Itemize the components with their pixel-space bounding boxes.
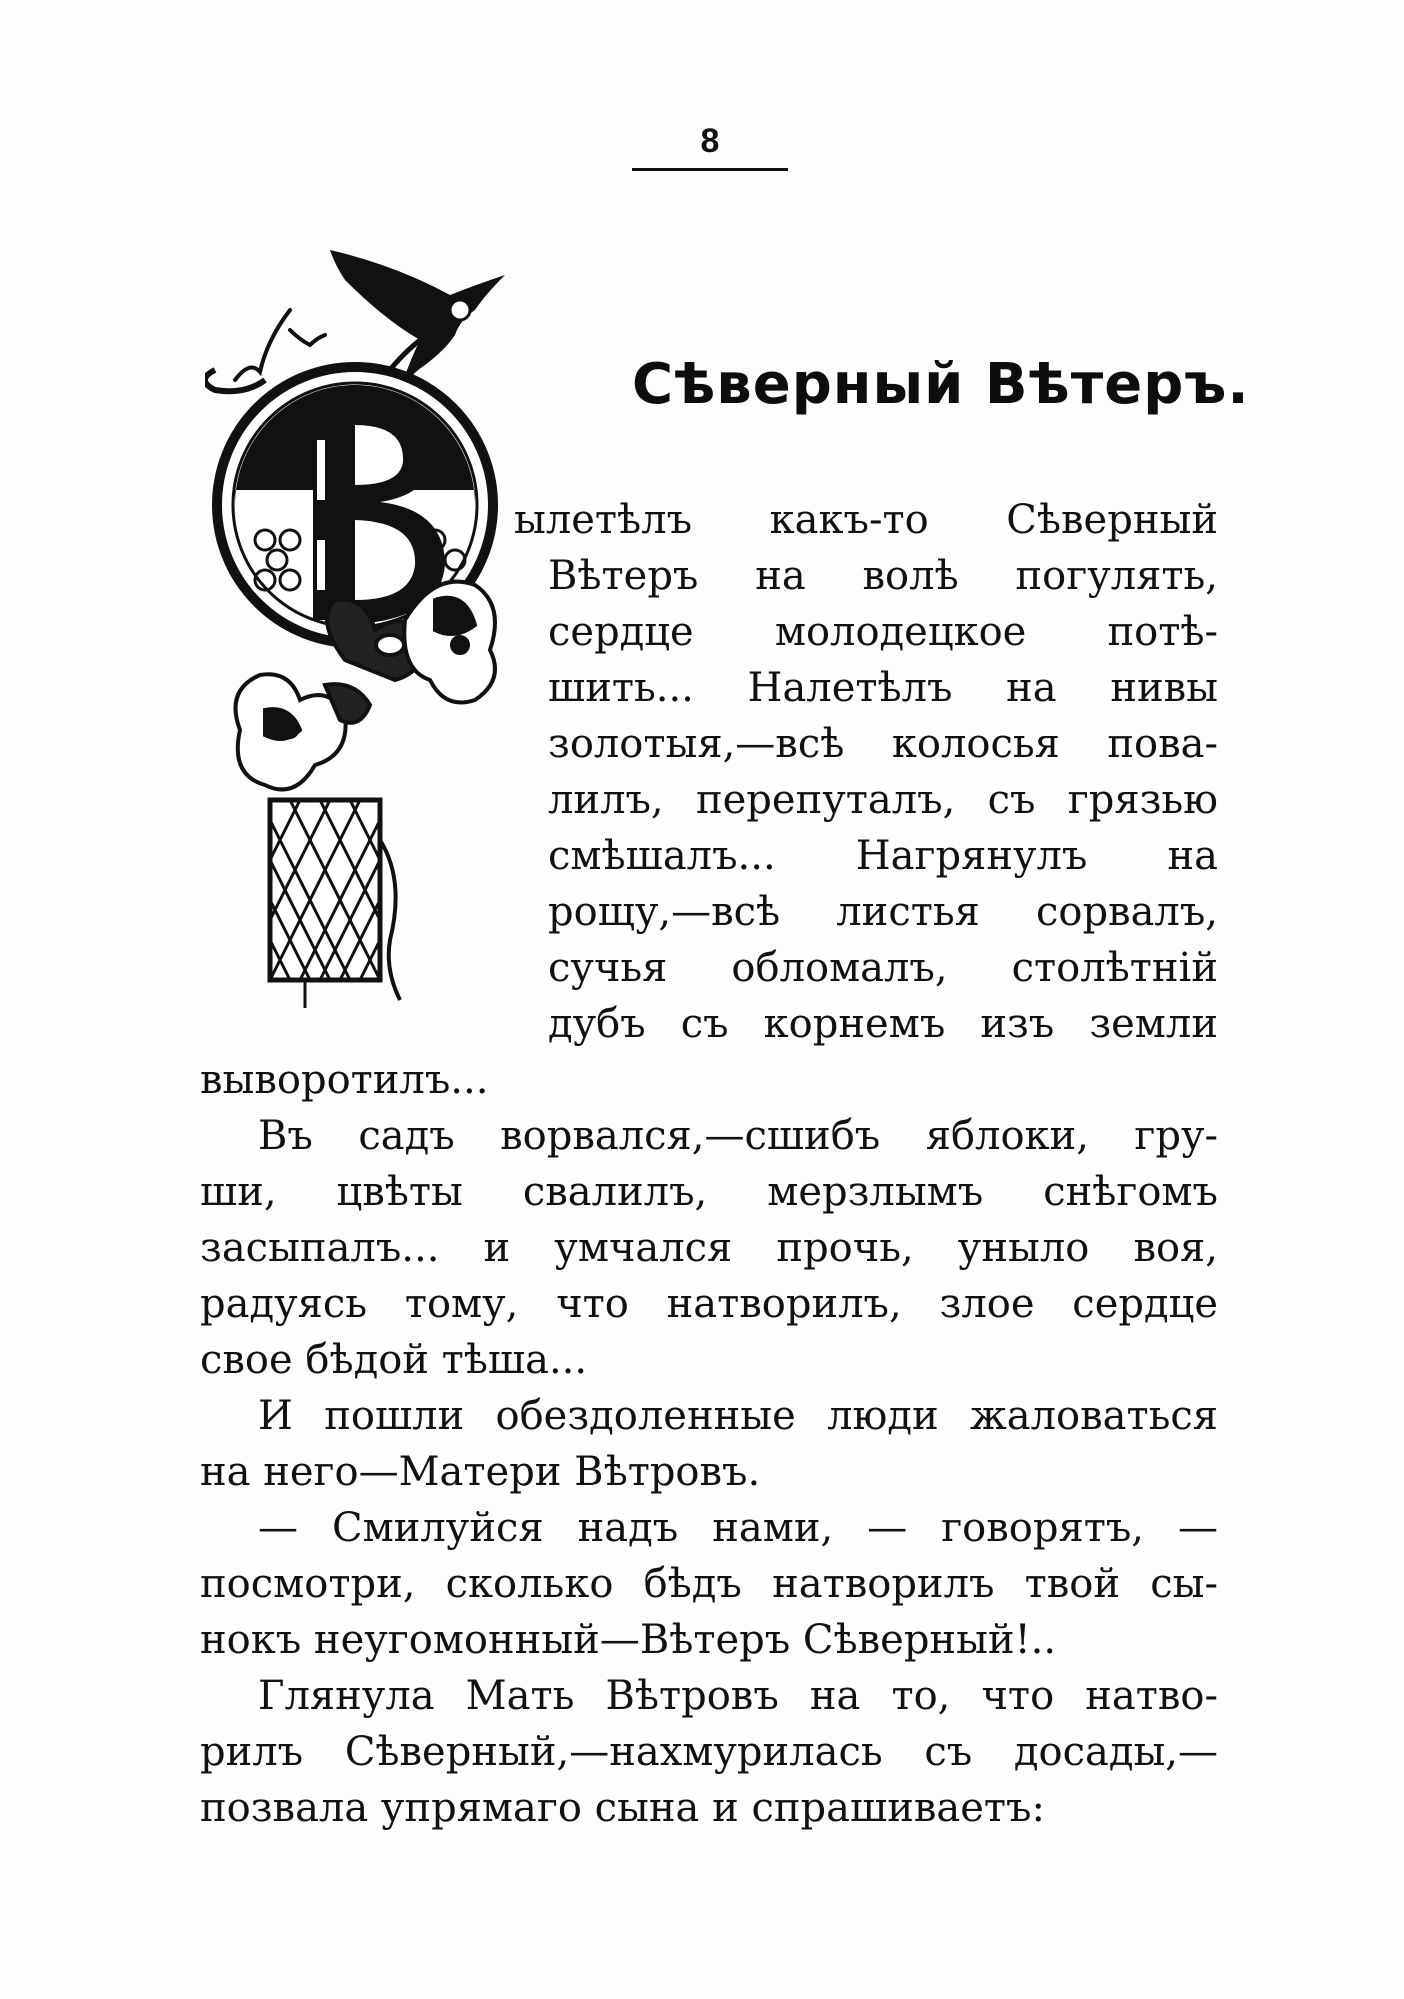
text-line: лилъ, перепуталъ, съ грязью — [548, 777, 1218, 823]
text-line: сердце молодецкое потѣ- — [548, 609, 1218, 655]
chapter-title: Сѣверный Вѣтеръ. — [632, 352, 1250, 417]
text-line: свое бѣдой тѣша... — [200, 1337, 588, 1383]
header-rule — [632, 168, 788, 171]
text-line: шить... Налетѣлъ на нивы — [548, 665, 1218, 711]
lattice-stem-icon — [270, 800, 400, 1008]
text-line: засыпалъ... и умчался прочь, уныло воя, — [200, 1225, 1218, 1271]
ornamental-drop-cap-icon — [205, 240, 565, 1010]
text-line: Вѣтеръ на волѣ погулять, — [548, 553, 1218, 599]
text-line: ши, цвѣты свалилъ, мерзлымъ снѣгомъ — [200, 1169, 1218, 1215]
page-number: 8 — [700, 122, 720, 160]
text-line: Глянула Мать Вѣтровъ на то, что натво- — [258, 1673, 1218, 1719]
text-line: золотыя,—всѣ колосья пова- — [548, 721, 1218, 767]
text-line: Въ садъ ворвался,—сшибъ яблоки, гру- — [258, 1113, 1218, 1159]
text-line: рилъ Сѣверный,—нахмурилась съ досады,— — [200, 1729, 1218, 1775]
text-line: на него—Матери Вѣтровъ. — [200, 1449, 761, 1495]
text-line: выворотилъ... — [200, 1057, 489, 1103]
text-line: сучья обломалъ, столѣтнiй — [548, 945, 1218, 991]
text-line: — Смилуйся надъ нами, — говорятъ, — — [258, 1505, 1218, 1551]
text-line: ылетѣлъ какъ-то Сѣверный — [514, 497, 1218, 543]
text-line: радуясь тому, что натворилъ, злое сердце — [200, 1281, 1218, 1327]
text-line: позвала упрямаго сына и спрашиваетъ: — [200, 1785, 1045, 1831]
text-line: смѣшалъ... Нагрянулъ на — [548, 833, 1218, 879]
text-line: дубъ съ корнемъ изъ земли — [548, 1001, 1218, 1047]
text-line: посмотри, сколько бѣдъ натворилъ твой сы- — [200, 1561, 1218, 1607]
text-line: рощу,—всѣ листья сорвалъ, — [548, 889, 1218, 935]
text-line: нокъ неугомонный—Вѣтеръ Сѣверный!.. — [200, 1617, 1057, 1663]
text-line: И пошли обездоленные люди жаловаться — [258, 1393, 1218, 1439]
